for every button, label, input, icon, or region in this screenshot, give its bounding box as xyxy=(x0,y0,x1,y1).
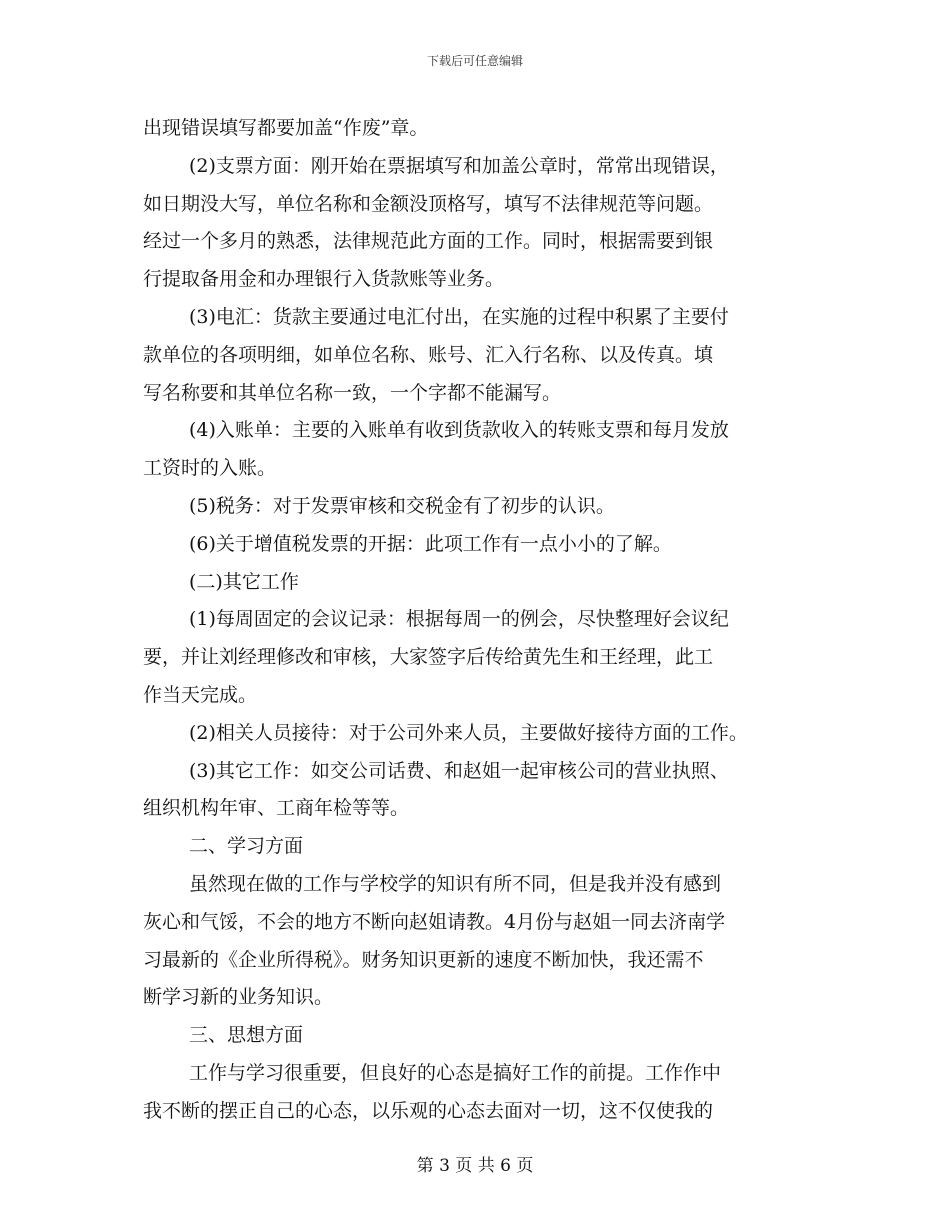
text-line: 出现错误填写都要加盖“作废”章。 xyxy=(143,117,429,139)
text-line: 我不断的摆正自己的心态，以乐观的心态去面对一切，这不仅使我的 xyxy=(143,1099,714,1122)
text-line: 工作与学习很重要，但良好的心态是搞好工作的前提。工作作中 xyxy=(189,1061,722,1084)
text-line: (6)关于增值税发票的开据：此项工作有一点小小的了解。 xyxy=(189,532,672,555)
text-line: (3)其它工作：如交公司话费、和赵姐一起审核公司的营业执照、 xyxy=(189,759,729,782)
page-footer: 第 3 页 共 6 页 xyxy=(416,1156,534,1176)
text-line: (1)每周固定的会议记录：根据每周一的例会，尽快整理好会议纪 xyxy=(189,608,729,631)
text-line: 三、思想方面 xyxy=(189,1024,304,1047)
text-line: 虽然现在做的工作与学校学的知识有所不同，但是我并没有感到 xyxy=(189,872,722,895)
text-line: 要，并让刘经理修改和审核，大家签字后传给黄先生和王经理，此工 xyxy=(143,646,714,669)
text-line: 行提取备用金和办理银行入货款账等业务。 xyxy=(143,268,505,291)
text-line: (3)电汇：货款主要通过电汇付出，在实施的过程中积累了主要付 xyxy=(189,305,729,328)
text-line: (5)税务：对于发票审核和交税金有了初步的认识。 xyxy=(189,494,615,517)
text-line: (二)其它工作 xyxy=(189,570,299,593)
page-header: 下载后可任意编辑 xyxy=(426,54,523,68)
text-line: 灰心和气馁，不会的地方不断向赵姐请教。4月份与赵姐一同去济南学 xyxy=(143,910,726,933)
text-line: 如日期没大写，单位名称和金额没顶格写，填写不法律规范等问题。 xyxy=(143,192,714,215)
text-line: 断学习新的业务知识。 xyxy=(143,986,334,1009)
text-line: 工资时的入账。 xyxy=(143,457,277,480)
text-line: (2)支票方面：刚开始在票据填写和加盖公章时，常常出现错误， xyxy=(189,154,729,177)
document-body xyxy=(143,110,823,1131)
text-line: 写名称要和其单位名称一致，一个字都不能漏写。 xyxy=(143,381,562,404)
text-line: 经过一个多月的熟悉，法律规范此方面的工作。同时，根据需要到银 xyxy=(143,230,714,253)
text-line: 款单位的各项明细，如单位名称、账号、汇入行名称、以及传真。填 xyxy=(143,343,714,366)
text-line: 作当天完成。 xyxy=(143,683,258,706)
text-line: (4)入账单：主要的入账单有收到货款收入的转账支票和每月发放 xyxy=(189,419,729,442)
text-line: 二、学习方面 xyxy=(189,835,304,858)
text-line: (2)相关人员接待：对于公司外来人员，主要做好接待方面的工作。 xyxy=(189,721,748,744)
text-line: 习最新的《企业所得税》。财务知识更新的速度不断加快，我还需不 xyxy=(143,948,704,971)
text-line: 组织机构年审、工商年检等等。 xyxy=(143,797,410,820)
